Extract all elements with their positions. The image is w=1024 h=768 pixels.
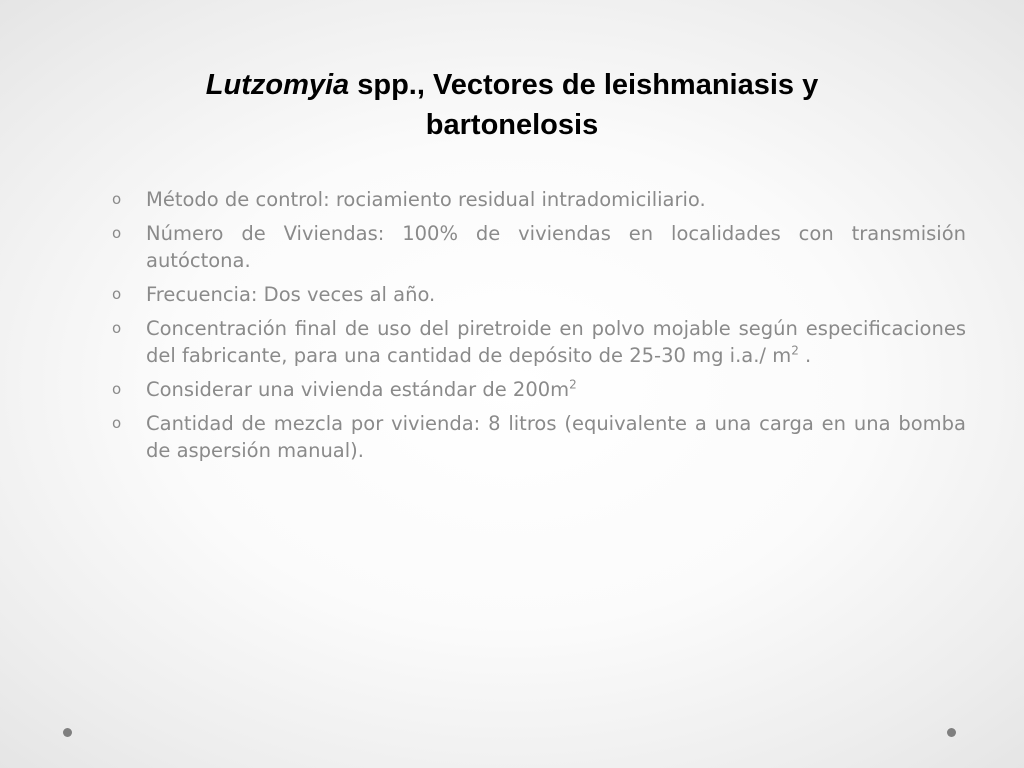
superscript: 2 [791, 343, 799, 358]
bullet-list [110, 186, 966, 471]
bullet-text: Concentración final de uso del piretroide en polvo mojable según especificaciones del fabricante, para una cantidad de depósito de 25-30 mg i.a./ m [146, 317, 966, 367]
bullet-marker-icon: o [112, 380, 122, 398]
bullet-text-end: . [798, 344, 812, 367]
bullet-marker-icon: o [112, 319, 122, 337]
bullet-text: Cantidad de mezcla por vivienda: 8 litros (equivalente a una carga en una bomba de aspersión manual). [146, 412, 966, 462]
corner-dot-right-icon [947, 728, 956, 737]
bullet-item [110, 220, 966, 274]
bullet-marker-icon: o [112, 224, 122, 242]
bullet-marker-icon: o [112, 285, 122, 303]
bullet-text: Método de control: rociamiento residual intradomiciliario. [146, 188, 706, 211]
superscript: 2 [569, 377, 577, 392]
bullet-text: Frecuencia: Dos veces al año. [146, 283, 436, 306]
bullet-item [110, 410, 966, 464]
slide-title [80, 65, 944, 145]
bullet-text: Considerar una vivienda estándar de 200m [146, 378, 570, 401]
bullet-text: Número de Viviendas: 100% de viviendas en localidades con transmisión autóctona. [146, 222, 966, 272]
title-line2: bartonelosis [425, 109, 599, 142]
bullet-item [110, 376, 966, 403]
bullet-item [110, 281, 966, 308]
title-line1-rest: spp., Vectores de leishmaniasis y [349, 69, 819, 102]
bullet-marker-icon: o [112, 190, 122, 208]
bullet-item [110, 315, 966, 369]
bullet-marker-icon: o [112, 414, 122, 432]
title-genus: Lutzomyia [205, 69, 350, 102]
corner-dot-left-icon [63, 728, 72, 737]
bullet-item [110, 186, 966, 213]
